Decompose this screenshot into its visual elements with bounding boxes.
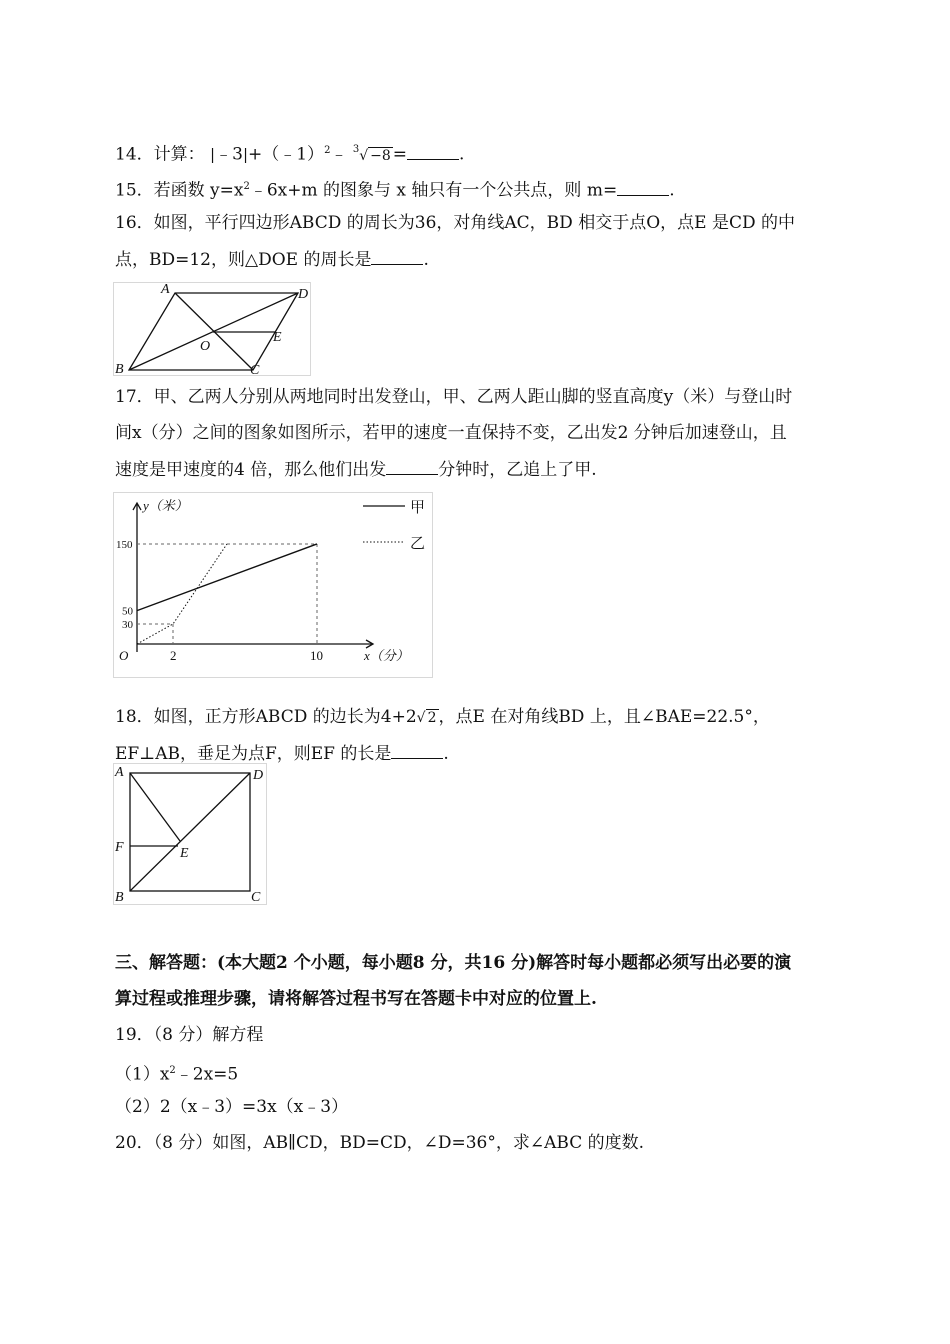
q17-number: 17． xyxy=(115,387,154,407)
label-C: C xyxy=(250,363,260,376)
q17-line2: 间x（分）之间的图象如图所示，若甲的速度一直保持不变，乙出发2 分钟后加速登山，且 xyxy=(115,423,787,443)
q15-text-post: ﹣6x+m 的图象与 x 轴只有一个公共点，则 m= xyxy=(249,180,618,201)
question-18-cont xyxy=(115,742,449,765)
y-axis-label: y（米） xyxy=(143,498,188,513)
label-C: C xyxy=(251,890,261,905)
q15-text-pre: 若函数 y=x xyxy=(153,180,244,201)
question-16-cont xyxy=(115,248,429,271)
q17-line1: 甲、乙两人分别从两地同时出发登山，甲、乙两人距山脚的竖直高度y（米）与登山时 xyxy=(153,387,793,407)
answer-blank xyxy=(407,143,459,160)
label-B: B xyxy=(115,890,124,905)
q14-term: +（﹣1） xyxy=(248,144,325,165)
label-A: A xyxy=(115,765,124,780)
q16-line2: 点，BD=12，则△DOE 的周长是 xyxy=(115,250,372,270)
question-17-line2 xyxy=(115,422,787,444)
section-3-heading-cont xyxy=(115,988,597,1010)
root-value: −8 xyxy=(370,147,391,164)
question-15 xyxy=(115,176,675,202)
q20-number: 20． xyxy=(115,1133,154,1153)
y-tick-label: 30 xyxy=(122,618,133,631)
y-tick-label: 150 xyxy=(116,538,133,551)
section-3-line1: 三、解答题：(本大题2 个小题，每小题8 分，共16 分)解答时每小题都必须写出必要的演 xyxy=(115,953,792,973)
question-14 xyxy=(115,140,464,169)
q18-line2: EF⊥AB，垂足为点F，则EF 的长是 xyxy=(115,744,392,764)
answer-blank xyxy=(371,248,423,265)
x-axis-label: x（分） xyxy=(364,648,409,663)
question-16 xyxy=(115,212,795,234)
cube-root: $^3$√ −8 xyxy=(352,143,391,164)
answer-blank xyxy=(391,742,443,759)
question-17 xyxy=(115,386,792,408)
label-D: D xyxy=(298,287,309,302)
q16-line1: 如图，平行四边形ABCD 的周长为36，对角线AC，BD 相交于点O，点E 是CD 的中 xyxy=(153,213,795,233)
q17-line3-pre: 速度是甲速度的4 倍，那么他们出发 xyxy=(115,460,387,480)
q15-end: . xyxy=(669,180,675,201)
q18-text-post: ，点E 在对角线BD 上，且∠BAE=22.5°， xyxy=(438,707,770,727)
q15-exponent: 2 xyxy=(243,181,250,192)
x-tick-label: 10 xyxy=(310,648,323,663)
question-19-part1 xyxy=(115,1060,238,1086)
q14-end: . xyxy=(459,144,465,165)
q16-number: 16． xyxy=(115,213,154,233)
question-19-part2 xyxy=(115,1096,348,1118)
series-jia-line xyxy=(137,544,317,611)
question-20 xyxy=(115,1132,644,1154)
legend-label: 乙 xyxy=(410,536,426,552)
q19-part2: （2）2（x﹣3）=3x（x﹣3） xyxy=(115,1097,349,1117)
label-F: F xyxy=(115,840,124,855)
q18-text-pre: 如图，正方形ABCD 的边长为4+2 xyxy=(153,707,417,727)
answer-blank xyxy=(617,179,669,196)
q20-text: （8 分）如图，AB∥CD，BD=CD，∠D=36°，求∠ABC 的度数. xyxy=(153,1133,645,1153)
label-O: O xyxy=(200,339,211,354)
q16-end: . xyxy=(423,250,429,270)
legend-label: 甲 xyxy=(410,500,426,516)
q19-part1-exponent: 2 xyxy=(169,1065,176,1076)
square-figure xyxy=(113,763,267,905)
height-time-chart xyxy=(113,492,433,678)
y-tick-label: 50 xyxy=(122,605,133,618)
square-root: √ 2 xyxy=(416,710,437,726)
abs-bar: | xyxy=(242,145,248,164)
origin-label: O xyxy=(119,648,129,663)
q17-line3-post: 分钟时，乙追上了甲. xyxy=(438,460,597,480)
parallelogram-figure xyxy=(113,282,311,376)
q14-minus: ﹣ xyxy=(330,144,348,165)
abs-value: ﹣3 xyxy=(215,144,243,165)
question-17-line3 xyxy=(115,458,597,481)
section-3-line2: 算过程或推理步骤，请将解答过程书写在答题卡中对应的位置上. xyxy=(115,989,597,1009)
root-value: 2 xyxy=(427,710,437,726)
q14-exponent: 2 xyxy=(324,145,331,156)
label-E: E xyxy=(180,846,189,861)
abs-bar: | xyxy=(210,145,216,164)
q19-part1-pre: （1）x xyxy=(115,1064,170,1085)
q19-number: 19． xyxy=(115,1025,154,1045)
question-18 xyxy=(115,706,770,729)
q18-end: . xyxy=(443,744,449,764)
section-3-heading xyxy=(115,952,791,974)
q19-text: （8 分）解方程 xyxy=(153,1025,264,1045)
label-D: D xyxy=(253,768,264,783)
q14-lead: 计算： xyxy=(153,144,205,165)
label-A: A xyxy=(161,282,170,297)
label-E: E xyxy=(273,330,282,345)
x-tick-label: 2 xyxy=(170,648,177,663)
root-index: 3 xyxy=(352,143,360,155)
answer-blank xyxy=(386,458,438,475)
q14-equals: = xyxy=(392,144,408,165)
q19-part1-post: ﹣2x=5 xyxy=(175,1064,239,1085)
q14-number: 14． xyxy=(115,144,154,165)
question-19 xyxy=(115,1024,263,1046)
q15-number: 15． xyxy=(115,180,154,201)
q18-number: 18． xyxy=(115,707,154,727)
label-B: B xyxy=(115,362,124,376)
